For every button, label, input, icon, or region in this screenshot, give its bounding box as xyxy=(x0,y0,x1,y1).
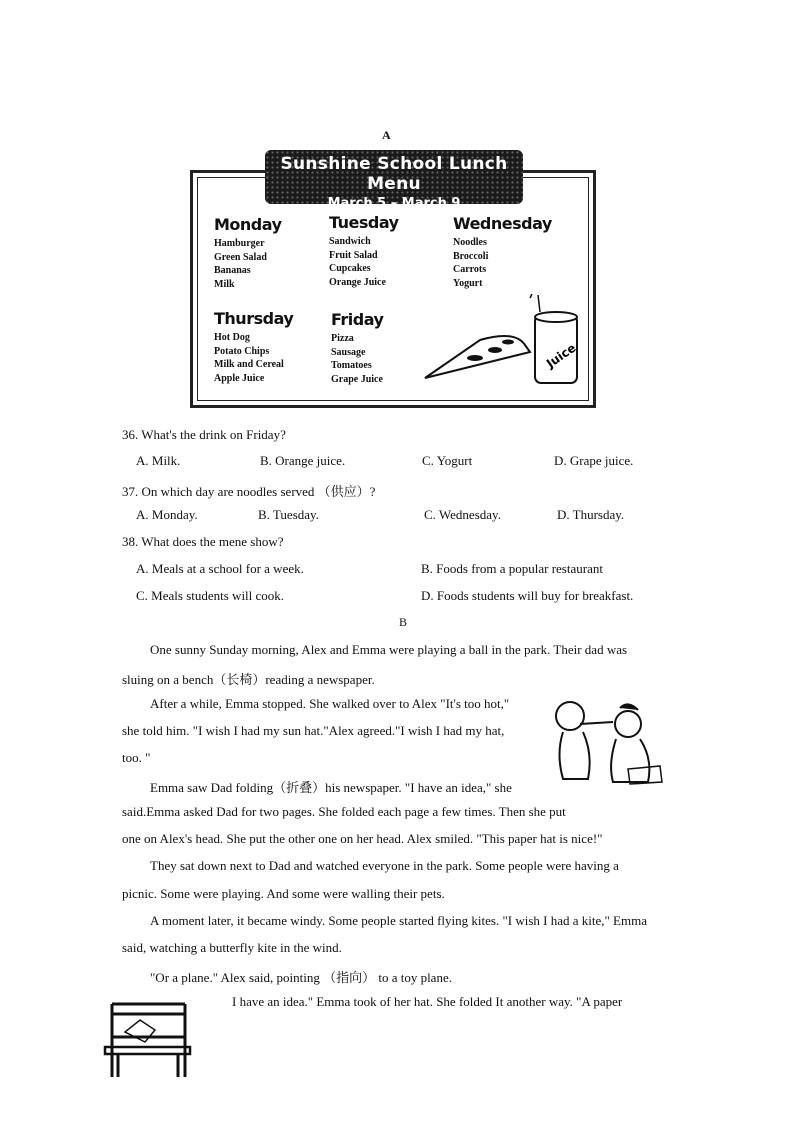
menu-item: Cupcakes xyxy=(329,263,371,274)
menu-item: Hot Dog xyxy=(214,332,250,343)
passage-line: A moment later, it became windy. Some people started flying kites. "I wish I had a kite," Emma xyxy=(150,913,647,928)
option-c: C. Meals students will cook. xyxy=(136,588,285,603)
passage-line: one on Alex's head. She put the other one on her head. Alex smiled. "This paper hat is nice!" xyxy=(122,831,603,846)
menu-item: Pizza xyxy=(331,333,354,344)
section-b-label: B xyxy=(399,615,408,629)
menu-dates: March 5 – March 9 xyxy=(327,196,461,211)
menu-item: Potato Chips xyxy=(214,345,270,357)
menu-item: Sausage xyxy=(331,346,366,358)
option-d: D. Thursday. xyxy=(557,507,625,522)
menu-title: Sunshine School Lunch Menu xyxy=(280,154,508,194)
menu-item: Milk xyxy=(214,278,235,290)
menu-item: Carrots xyxy=(453,264,487,275)
children-illustration xyxy=(548,694,666,786)
day-name: Thursday xyxy=(214,309,294,328)
passage-line: said.Emma asked Dad for two pages. She folded each page a few times. Then she put xyxy=(122,804,566,819)
menu-day-monday xyxy=(214,215,282,291)
menu-item: Broccoli xyxy=(453,250,489,262)
pizza-and-juice-illustration xyxy=(420,290,585,390)
option-d: D. Foods students will buy for breakfast. xyxy=(421,588,634,603)
passage-line: I have an idea." Emma took of her hat. She folded It another way. "A paper xyxy=(232,994,623,1009)
passage-line: sluing on a bench（长椅）reading a newspaper. xyxy=(122,672,375,687)
menu-item: Grape Juice xyxy=(331,373,383,385)
option-a: A. Milk. xyxy=(136,453,181,468)
option-c: C. Yogurt xyxy=(422,453,473,468)
passage-line: too. " xyxy=(122,750,151,765)
menu-item: Fruit Salad xyxy=(329,249,378,261)
menu-item: Tomatoes xyxy=(331,360,372,371)
passage-line: After a while, Emma stopped. She walked over to Alex "It's too hot," xyxy=(150,696,510,711)
option-d: D. Grape juice. xyxy=(554,453,634,468)
menu-item: Yogurt xyxy=(453,277,483,289)
passage-line: One sunny Sunday morning, Alex and Emma were playing a ball in the park. Their dad was xyxy=(150,642,628,657)
menu-day-thursday xyxy=(214,309,293,385)
day-name: Tuesday xyxy=(329,213,399,232)
bench-illustration xyxy=(100,992,195,1082)
option-c: C. Wednesday. xyxy=(424,507,501,522)
menu-item: Apple Juice xyxy=(214,372,265,384)
passage-line: she told him. "I wish I had my sun hat."Alex agreed."I wish I had my hat, xyxy=(122,723,505,738)
question-text: 38. What does the mene show? xyxy=(122,534,284,549)
menu-day-wednesday xyxy=(453,214,552,290)
option-b: B. Tuesday. xyxy=(258,507,319,522)
passage-line: Emma saw Dad folding（折叠）his newspaper. "I have an idea," she xyxy=(150,780,512,795)
juice-label: Juice xyxy=(543,340,579,371)
menu-item: Noodles xyxy=(453,237,487,248)
passage-line: "Or a plane." Alex said, pointing （指向） to a toy plane. xyxy=(150,970,452,985)
menu-item: Orange Juice xyxy=(329,276,386,288)
day-name: Monday xyxy=(214,215,282,234)
question-text: 37. On which day are noodles served （供应）? xyxy=(122,484,376,499)
section-a-label: A xyxy=(382,128,391,142)
menu-item: Green Salad xyxy=(214,251,267,263)
passage-line: said, watching a butterfly kite in the wind. xyxy=(122,940,342,955)
option-a: A. Meals at a school for a week. xyxy=(136,561,304,576)
menu-item: Hamburger xyxy=(214,238,265,249)
option-b: B. Orange juice. xyxy=(260,453,346,468)
menu-day-tuesday xyxy=(329,213,399,289)
option-a: A. Monday. xyxy=(136,507,198,522)
menu-day-friday xyxy=(331,310,383,386)
menu-item: Sandwich xyxy=(329,236,371,247)
question-text: 36. What's the drink on Friday? xyxy=(122,427,286,442)
option-b: B. Foods from a popular restaurant xyxy=(421,561,603,576)
menu-item: Bananas xyxy=(214,265,251,276)
day-name: Friday xyxy=(331,310,384,329)
passage-line: picnic. Some were playing. And some were walling their pets. xyxy=(122,886,445,901)
menu-banner xyxy=(265,150,523,211)
day-name: Wednesday xyxy=(453,214,552,233)
passage-line: They sat down next to Dad and watched everyone in the park. Some people were having a xyxy=(150,858,619,873)
menu-item: Milk and Cereal xyxy=(214,359,284,370)
